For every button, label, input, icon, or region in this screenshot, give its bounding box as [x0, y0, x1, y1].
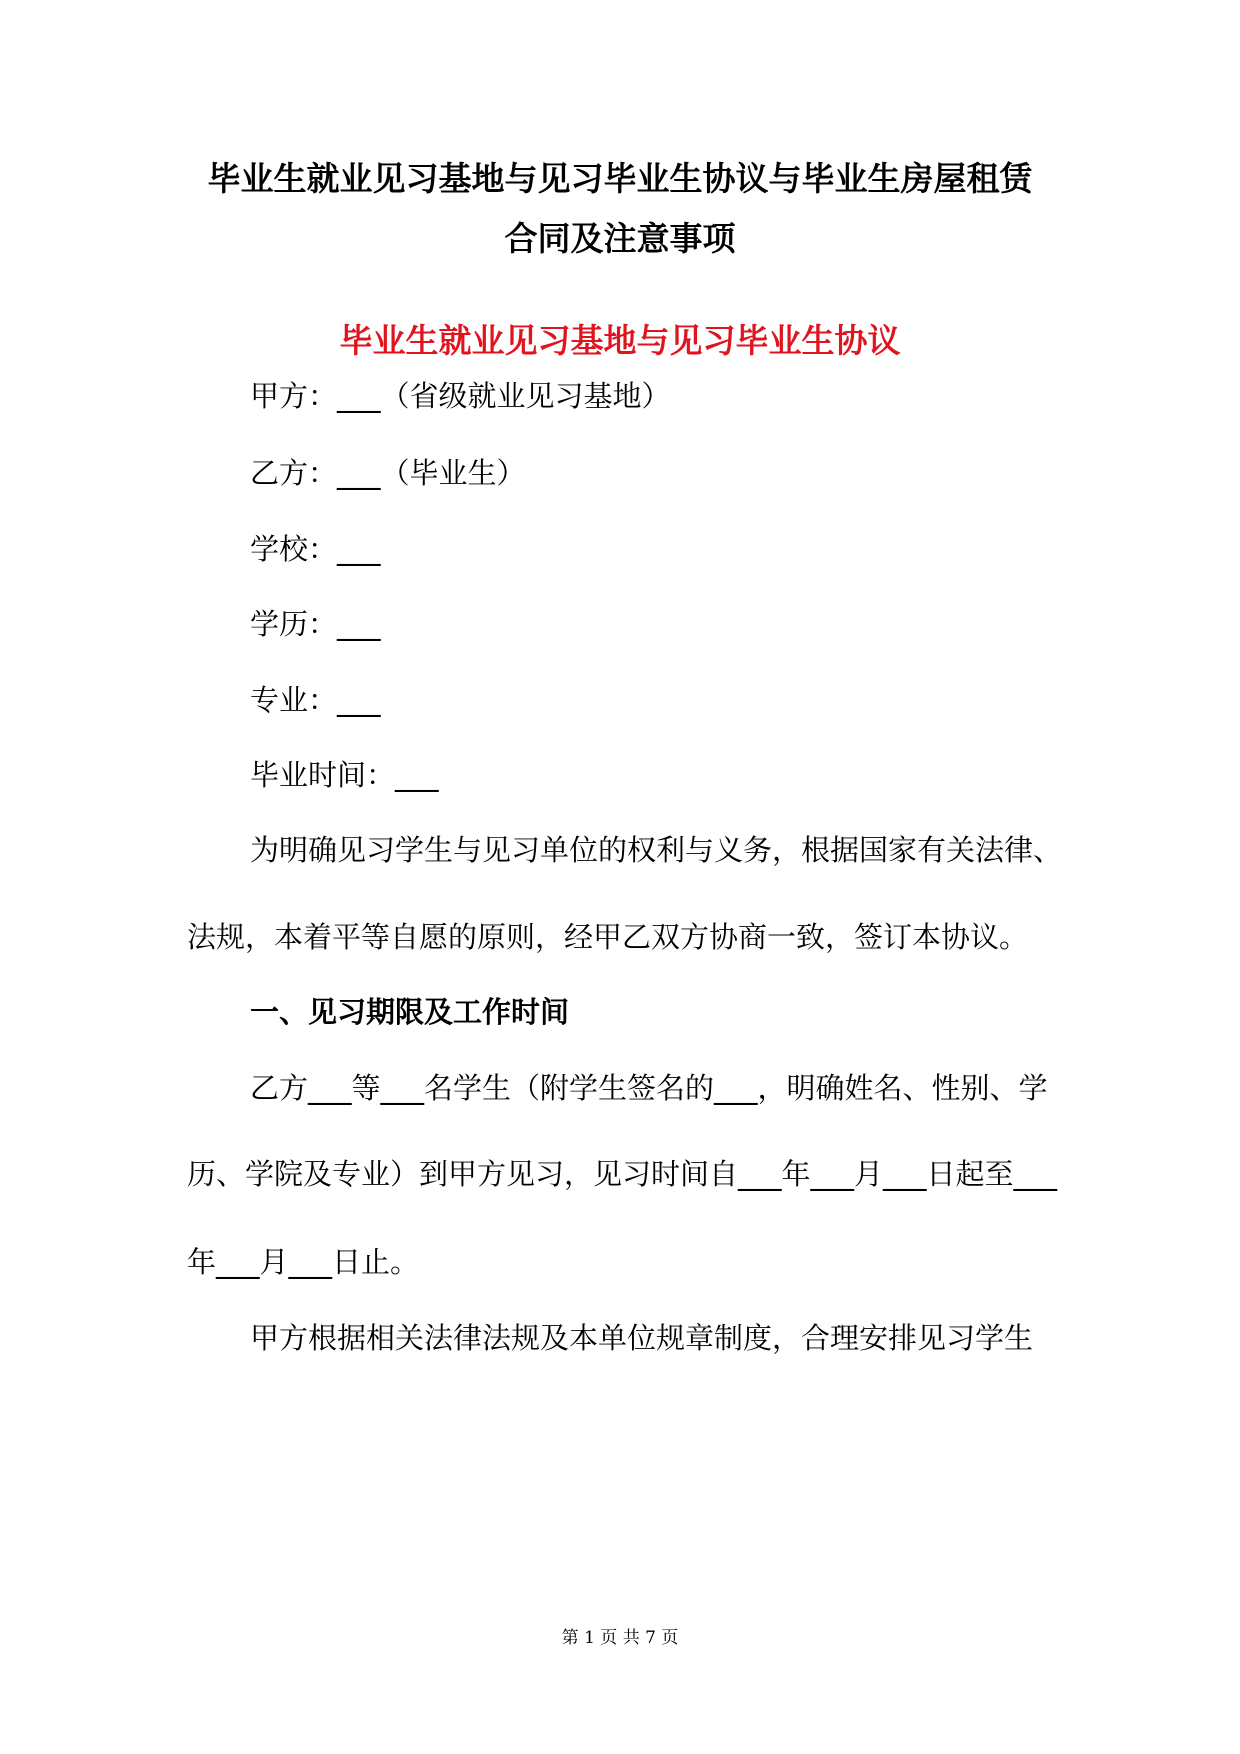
- field-party-a: 甲方：___（省级就业见习基地）: [250, 379, 671, 413]
- section-1-paragraph-2-line-1: 甲方根据相关法律法规及本单位规章制度，合理安排见习学生: [250, 1321, 1034, 1355]
- section-1-heading: 一、见习期限及工作时间: [250, 995, 570, 1029]
- page-number-footer: 第 1 页 共 7 页: [561, 1628, 679, 1648]
- field-school: 学校：___: [250, 532, 381, 566]
- agreement-subtitle: 毕业生就业见习基地与见习毕业生协议: [339, 321, 901, 360]
- field-education: 学历：___: [250, 607, 381, 641]
- section-1-paragraph-1-line-2: 历、学院及专业）到甲方见习，见习时间自___年___月___日起至___: [187, 1157, 1058, 1191]
- section-1-paragraph-1-line-1: 乙方___等___名学生（附学生签名的___，明确姓名、性别、学: [250, 1071, 1048, 1105]
- document-title-line-1: 毕业生就业见习基地与见习毕业生协议与毕业生房屋租赁: [207, 159, 1033, 198]
- document-title-line-2: 合同及注意事项: [504, 219, 736, 258]
- field-major: 专业：___: [250, 683, 381, 717]
- preamble-line-2: 法规，本着平等自愿的原则，经甲乙双方协商一致，签订本协议。: [187, 920, 1029, 954]
- preamble-line-1: 为明确见习学生与见习单位的权利与义务，根据国家有关法律、: [250, 833, 1063, 867]
- field-graduation-time: 毕业时间：___: [250, 758, 439, 792]
- section-1-paragraph-1-line-3: 年___月___日止。: [187, 1245, 420, 1279]
- field-party-b: 乙方：___（毕业生）: [250, 456, 526, 490]
